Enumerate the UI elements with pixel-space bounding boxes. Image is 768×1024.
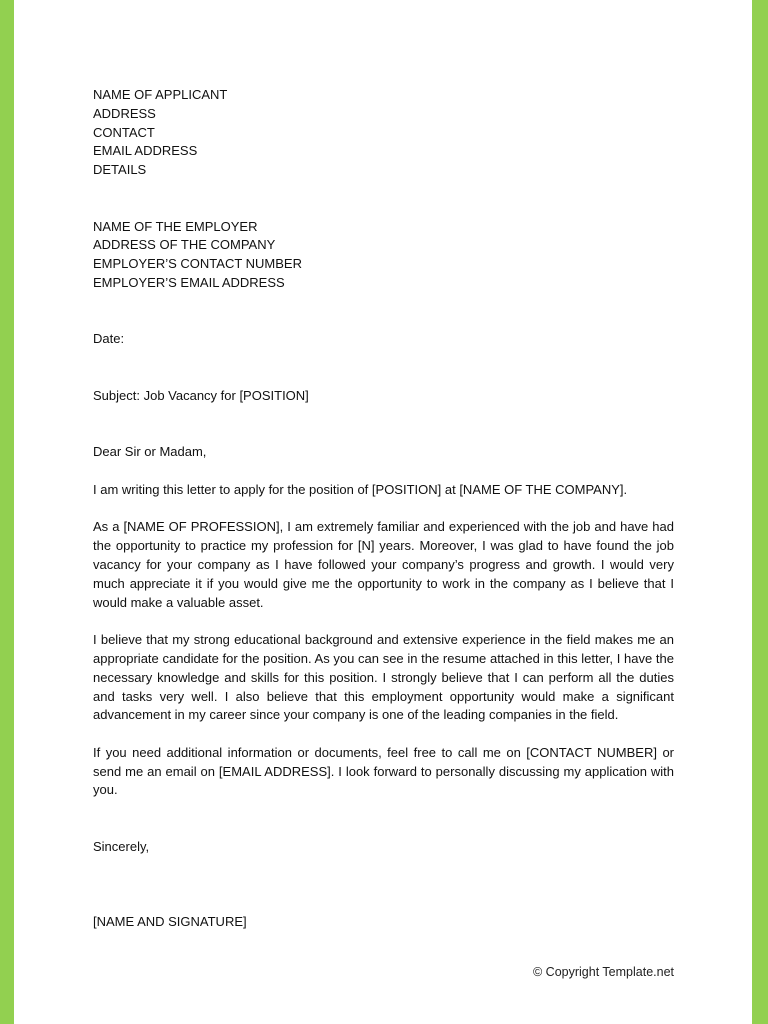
signature-line: [NAME AND SIGNATURE] bbox=[93, 914, 247, 930]
employer-email: EMPLOYER’S EMAIL ADDRESS bbox=[93, 274, 285, 290]
letter-body bbox=[93, 86, 674, 932]
applicant-address: ADDRESS bbox=[93, 105, 156, 121]
date-line: Date: bbox=[93, 331, 125, 347]
employer-address: ADDRESS OF THE COMPANY bbox=[93, 237, 276, 253]
copyright-notice: © Copyright Template.net bbox=[533, 965, 674, 979]
employer-block bbox=[93, 218, 674, 293]
paragraph-intro: I am writing this letter to apply for the position of [POSITION] at [NAME OF THE COMPANY]. bbox=[93, 481, 628, 497]
left-green-border bbox=[0, 0, 14, 1024]
salutation: Dear Sir or Madam, bbox=[93, 444, 207, 460]
paragraph-contact: If you need additional information or documents, feel free to call me on [CONTACT NUMBER] or send me an email on [EMAIL ADDRESS]. I look forward to personally discussing my application with you. bbox=[93, 744, 674, 798]
paragraph-experience: As a [NAME OF PROFESSION], I am extremely familiar and experienced with the job and have had the opportunity to practice my profession for [N] years. Moreover, I was glad to have found the job vacancy for your company as I have followed your company’s progress and growth. I would very much appreciate it if you would give me the opportunity to work in the company as I believe that I would make a valuable asset. bbox=[93, 519, 674, 610]
employer-name: NAME OF THE EMPLOYER bbox=[93, 218, 258, 234]
closing: Sincerely, bbox=[93, 838, 150, 854]
applicant-details: DETAILS bbox=[93, 162, 147, 178]
applicant-name: NAME OF APPLICANT bbox=[93, 87, 228, 102]
right-green-border bbox=[752, 0, 768, 1024]
applicant-email: EMAIL ADDRESS bbox=[93, 143, 198, 159]
applicant-contact: CONTACT bbox=[93, 124, 155, 140]
applicant-block bbox=[93, 86, 674, 180]
paragraph-qualifications: I believe that my strong educational background and extensive experience in the field makes me an appropriate candidate for the position. As you can see in the resume attached in this letter, I have the necessary knowledge and skills for this position. I strongly believe that I can perform all the duties and tasks very well. I also believe that this employment opportunity would make a significant advancement in my career since your company is one of the leading companies in the field. bbox=[93, 632, 674, 723]
employer-contact: EMPLOYER’S CONTACT NUMBER bbox=[93, 256, 302, 272]
subject-line: Subject: Job Vacancy for [POSITION] bbox=[93, 387, 309, 403]
